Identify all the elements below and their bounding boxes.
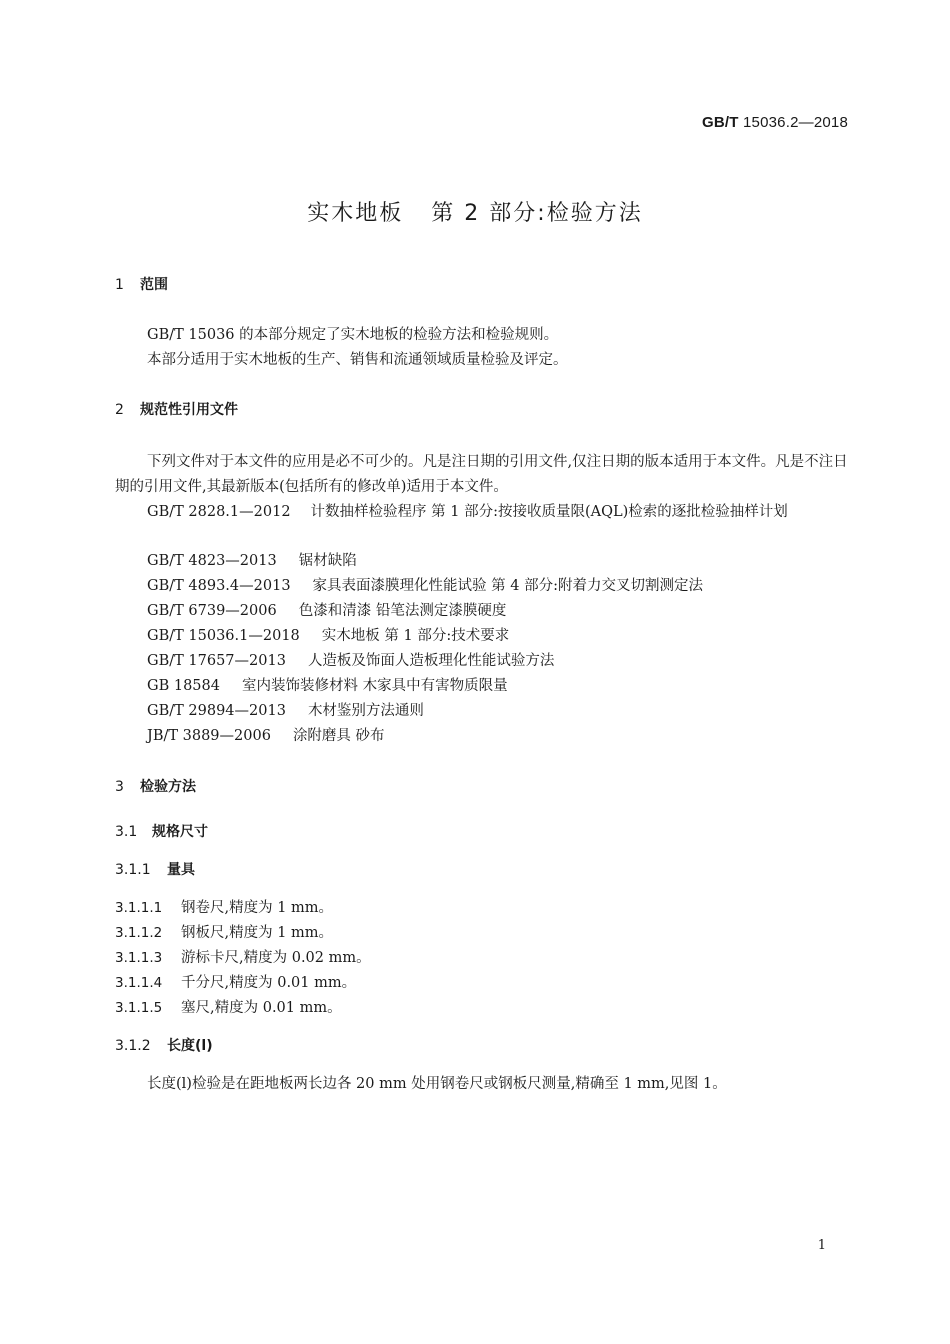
standard-code-number: 15036.2—2018 bbox=[743, 114, 848, 131]
subsection-number: 3.1.2 bbox=[115, 1038, 151, 1054]
reference-item bbox=[147, 676, 508, 696]
gauge-clause bbox=[115, 998, 342, 1018]
subsection-heading-gauges bbox=[115, 860, 195, 880]
clause-text: 游标卡尺,精度为 0.02 mm。 bbox=[181, 950, 371, 966]
subsection-heading-length bbox=[115, 1036, 213, 1056]
clause-number: 3.1.1.4 bbox=[115, 975, 163, 991]
clause-text: 钢板尺,精度为 1 mm。 bbox=[181, 925, 334, 941]
standard-code-prefix: GB/T bbox=[701, 114, 739, 131]
reference-item bbox=[147, 601, 506, 621]
reference-title: 人造板及饰面人造板理化性能试验方法 bbox=[307, 653, 555, 669]
reference-code: GB/T 15036.1—2018 bbox=[147, 628, 300, 644]
standard-code bbox=[702, 114, 848, 131]
reference-title: 锯材缺陷 bbox=[298, 553, 357, 569]
reference-item bbox=[147, 551, 357, 571]
subsection-title: 规格尺寸 bbox=[152, 824, 208, 840]
paragraph: 本部分适用于实木地板的生产、销售和流通领域质量检验及评定。 bbox=[147, 352, 568, 368]
gauge-clause bbox=[115, 973, 356, 993]
subsection-number: 3.1 bbox=[115, 824, 138, 840]
clause-number: 3.1.1.3 bbox=[115, 950, 163, 966]
section-title: 检验方法 bbox=[140, 779, 196, 795]
references-intro: 下列文件对于本文件的应用是必不可少的。凡是注日期的引用文件,仅注日期的版本适用于本文件。凡是不注日期的引用文件,其最新版本(包括所有的修改单)适用于本文件。 bbox=[115, 454, 848, 495]
page-number: 1 bbox=[817, 1238, 826, 1253]
reference-item bbox=[115, 500, 850, 525]
section-number: 3 bbox=[115, 779, 124, 795]
reference-title: 室内装饰装修材料 木家具中有害物质限量 bbox=[241, 678, 508, 694]
reference-title: 计数抽样检验程序 第 1 部分:按接收质量限(AQL)检索的逐批检验抽样计划 bbox=[310, 504, 788, 520]
section-heading-normative-references bbox=[115, 400, 238, 420]
reference-item bbox=[147, 626, 509, 646]
reference-code: JB/T 3889—2006 bbox=[147, 728, 271, 744]
reference-title: 家具表面漆膜理化性能试验 第 4 部分:附着力交叉切割测定法 bbox=[312, 578, 703, 594]
clause-number: 3.1.1.1 bbox=[115, 900, 163, 916]
reference-item bbox=[147, 576, 703, 596]
reference-title: 实木地板 第 1 部分:技术要求 bbox=[321, 628, 510, 644]
reference-title: 涂附磨具 砂布 bbox=[292, 728, 385, 744]
section-heading-scope bbox=[115, 275, 168, 295]
reference-code: GB/T 2828.1—2012 bbox=[147, 504, 291, 520]
subsection-number: 3.1.1 bbox=[115, 862, 151, 878]
gauge-clause bbox=[115, 923, 333, 943]
subsection-title: 长度(l) bbox=[167, 1038, 213, 1054]
reference-item bbox=[147, 701, 424, 721]
reference-title: 木材鉴别方法通则 bbox=[307, 703, 424, 719]
clause-text: 塞尺,精度为 0.01 mm。 bbox=[181, 1000, 342, 1016]
subsection-heading-dimensions bbox=[115, 822, 208, 842]
document-title-part2: 第 2 部分:检验方法 bbox=[431, 201, 643, 226]
section-number: 1 bbox=[115, 277, 124, 293]
document-title bbox=[0, 196, 950, 227]
paragraph: GB/T 15036 的本部分规定了实木地板的检验方法和检验规则。 bbox=[147, 327, 559, 343]
reference-code: GB/T 17657—2013 bbox=[147, 653, 286, 669]
reference-code: GB/T 6739—2006 bbox=[147, 603, 277, 619]
gauge-clause bbox=[115, 898, 333, 918]
subsection-title: 量具 bbox=[167, 862, 195, 878]
reference-code: GB/T 4893.4—2013 bbox=[147, 578, 291, 594]
document-title-part1: 实木地板 bbox=[307, 201, 404, 226]
section-number: 2 bbox=[115, 402, 124, 418]
reference-code: GB/T 29894—2013 bbox=[147, 703, 286, 719]
reference-title: 色漆和清漆 铅笔法测定漆膜硬度 bbox=[298, 603, 507, 619]
reference-item bbox=[147, 651, 554, 671]
section-title: 范围 bbox=[140, 277, 168, 293]
clause-number: 3.1.1.5 bbox=[115, 1000, 163, 1016]
length-test-paragraph: 长度(l)检验是在距地板两长边各 20 mm 处用钢卷尺或钢板尺测量,精确至 1 mm,见图 1。 bbox=[147, 1076, 727, 1092]
clause-text: 千分尺,精度为 0.01 mm。 bbox=[181, 975, 357, 991]
gauge-clause bbox=[115, 948, 371, 968]
reference-code: GB/T 4823—2013 bbox=[147, 553, 277, 569]
clause-number: 3.1.1.2 bbox=[115, 925, 163, 941]
section-title: 规范性引用文件 bbox=[140, 402, 238, 418]
section-heading-test-methods bbox=[115, 777, 196, 797]
reference-item bbox=[147, 726, 385, 746]
reference-code: GB 18584 bbox=[147, 678, 220, 694]
clause-text: 钢卷尺,精度为 1 mm。 bbox=[181, 900, 334, 916]
